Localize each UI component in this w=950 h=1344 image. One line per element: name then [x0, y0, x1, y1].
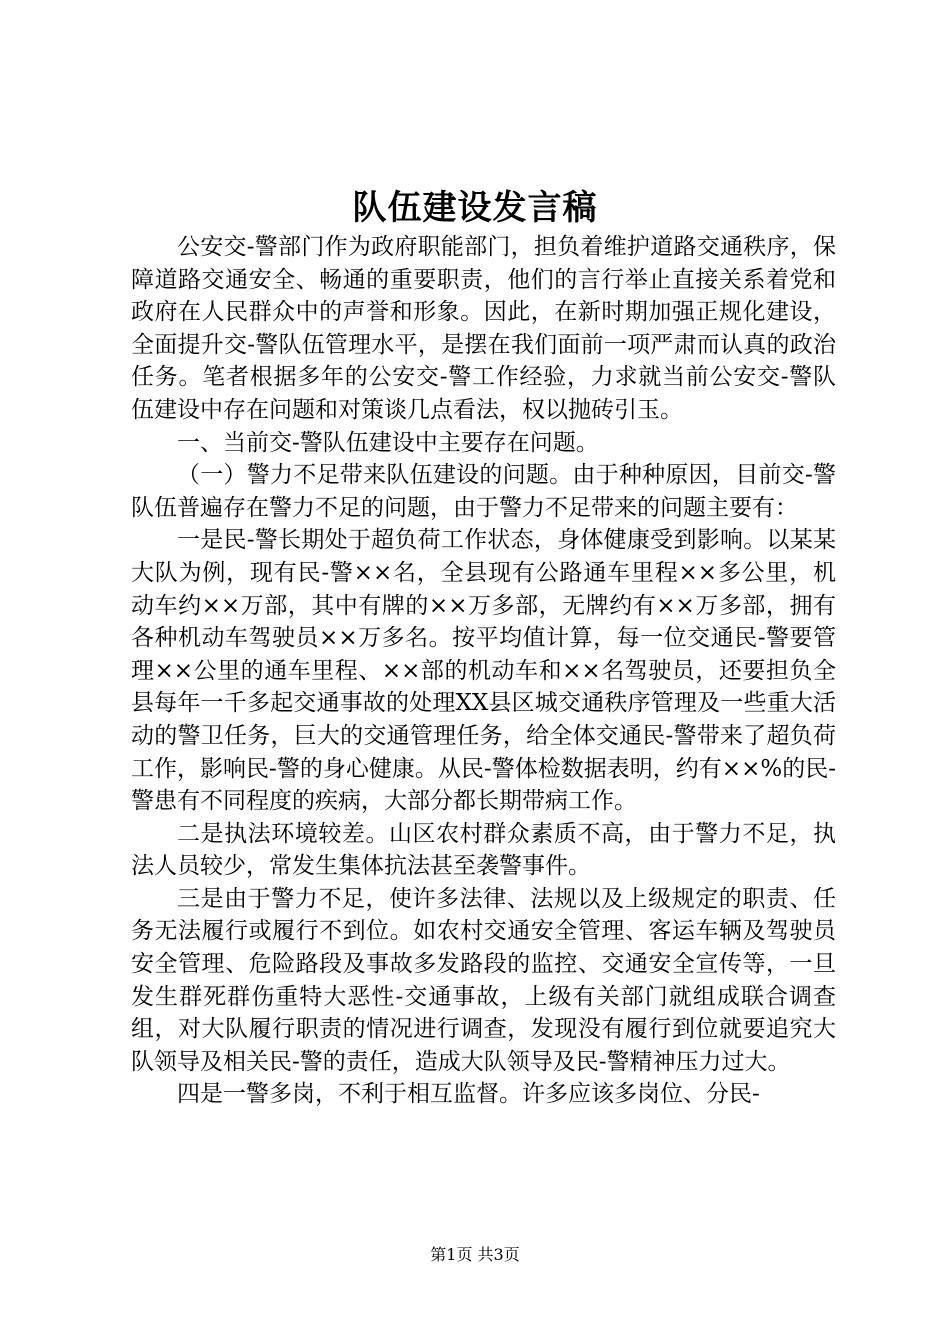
document-title: 队伍建设发言稿	[352, 188, 598, 228]
paragraph-point-3: 三是由于警力不足，使许多法律、法规以及上级规定的职责、任务无法履行或履行不到位。如农村交通安全管理、客运车辆及驾驶员安全管理、危险路段及事故多发路段的监控、交通安全宣传等，一旦发生群死群伤重特大恶性-交通事故，上级有关部门就组成联合调查组，对大队履行职责的情况进行调查，发现没有履行到位就要追究大队领导及相关民-警的责任，造成大队领导及民-警精神压力过大。	[131, 885, 836, 1075]
paragraph-intro: 公安交-警部门作为政府职能部门，担负着维护道路交通秩序，保障道路交通安全、畅通的重要职责，他们的言行举止直接关系着党和政府在人民群众中的声誉和形象。因此，在新时期加强正规化建设，全面提升交-警队伍管理水平，是摆在我们面前一项严肃而认真的政治任务。笔者根据多年的公安交-警工作经验，力求就当前公安交-警队伍建设中存在问题和对策谈几点看法，权以抛砖引玉。	[131, 234, 836, 423]
paragraph-point-1: 一是民-警长期处于超负荷工作状态，身体健康受到影响。以某某大队为例，现有民-警××名，全县现有公路通车里程××多公里，机动车约××万部，其中有牌的××万多部，无牌约有××万多部，拥有各种机动车驾驶员××万多名。按平均值计算，每一位交通民-警要管理××公里的通车里程、××部的机动车和××名驾驶员，还要担负全县每年一千多起交通事故的处理XX县区城交通秩序管理及一些重大活动的警卫任务，巨大的交通管理任务，给全体交通民-警带来了超负荷工作，影响民-警的身心健康。从民-警体检数据表明，约有××%的民-警患有不同程度的疾病，大部分都长期带病工作。	[131, 527, 836, 815]
page-footer: 第1页 共3页	[430, 1245, 520, 1264]
paragraph-point-4: 四是一警多岗，不利于相互监督。许多应该多岗位、分民-	[177, 1081, 760, 1108]
document-body	[131, 231, 836, 1111]
paragraph-point-2: 二是执法环境较差。山区农村群众素质不高，由于警力不足，执法人员较少，常发生集体抗法甚至袭警事件。	[131, 820, 836, 880]
subsection-heading-1: （一）警力不足带来队伍建设的问题。由于种种原因，目前交-警队伍普遍存在警力不足的问题，由于警力不足带来的问题主要有：	[131, 462, 836, 521]
section-heading-1: 一、当前交-警队伍建设中主要存在问题。	[177, 429, 599, 456]
